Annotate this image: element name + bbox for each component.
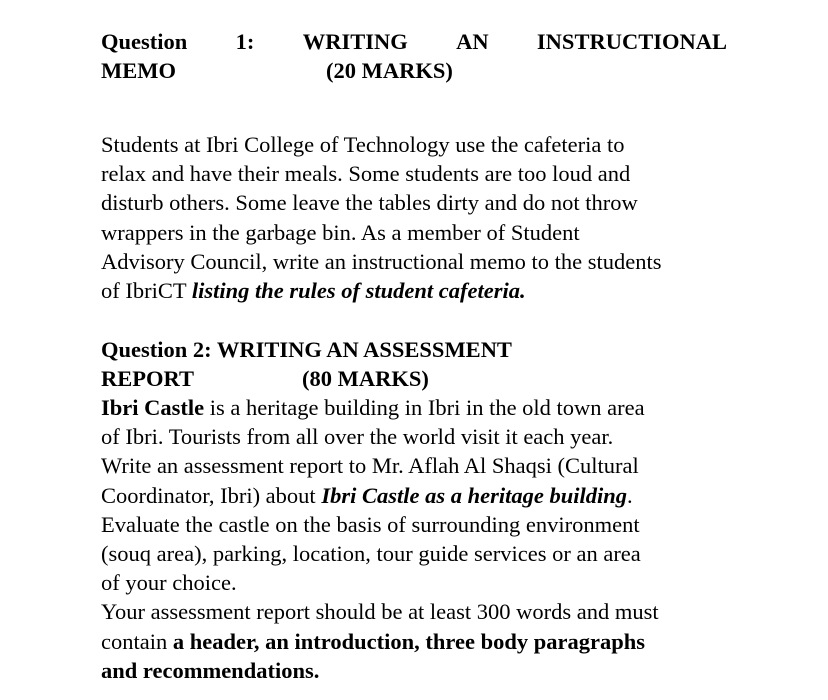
body-line: contain a header, an introduction, three body paragraphs [101, 628, 646, 654]
heading-word: INSTRUCTIONAL [536, 29, 727, 54]
body-line: Advisory Council, write an instructional memo to the students [101, 248, 662, 274]
question-2-type-label: REPORT [101, 366, 194, 392]
question-2-heading [101, 335, 727, 393]
body-line: (souq area), parking, location, tour guide services or an area [101, 541, 641, 567]
heading-word: Question [101, 29, 188, 54]
body-line: relax and have their meals. Some students are too loud and [101, 161, 631, 187]
question-1-emphasis: listing the rules of student cafeteria. [191, 278, 526, 304]
question-2-heading-line1: Question 2: WRITING AN ASSESSMENT [101, 337, 512, 362]
question-2-heading-line2 [101, 364, 727, 393]
body-line: Write an assessment report to Mr. Aflah Al Shaqsi (Cultural [101, 453, 639, 479]
question-2-emphasis: Ibri Castle as a heritage building [321, 482, 627, 508]
question-2-marks: (80 MARKS) [301, 366, 429, 392]
heading-word: AN [456, 29, 489, 54]
question-2-requirements-line2: and recommendations. [101, 657, 320, 683]
body-line: wrappers in the garbage bin. As a member of Student [101, 219, 580, 245]
body-line: Evaluate the castle on the basis of surrounding environment [101, 511, 640, 537]
heading-word: WRITING [302, 29, 408, 54]
question-1-heading-line2 [101, 56, 727, 85]
body-line: Ibri Castle is a heritage building in Ibri in the old town area [101, 395, 645, 420]
body-line: Coordinator, Ibri) about Ibri Castle as a heritage building. [101, 482, 633, 508]
body-line: of your choice. [101, 570, 237, 596]
question-1-heading [101, 27, 727, 85]
body-line: disturb others. Some leave the tables dirty and do not throw [101, 190, 638, 216]
body-line: of Ibri. Tourists from all over the world visit it each year. [101, 424, 614, 450]
question-1-heading-line1 [101, 27, 727, 56]
question-2-requirements-line1: a header, an introduction, three body paragraphs [172, 628, 646, 654]
question-2-body [101, 393, 727, 685]
question-1-marks: (20 MARKS) [325, 58, 453, 84]
body-line [101, 656, 727, 685]
question-2-subject: Ibri Castle [101, 395, 205, 420]
heading-word: 1: [235, 29, 255, 54]
body-line: Your assessment report should be at least 300 words and must [101, 599, 659, 625]
body-line: of IbriCT listing the rules of student cafeteria. [101, 278, 526, 304]
body-line: Students at Ibri College of Technology use the cafeteria to [101, 132, 625, 157]
question-1-type-label: MEMO [101, 58, 176, 84]
question-1-body [101, 130, 727, 305]
